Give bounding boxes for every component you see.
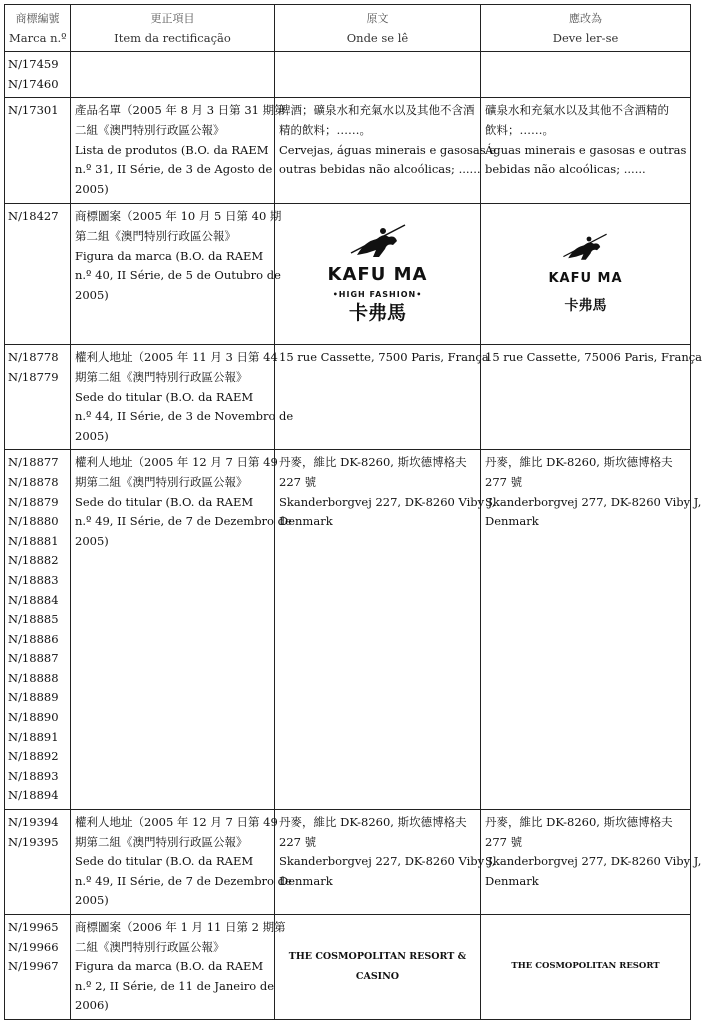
corrected-line: 礦泉水和充氣水以及其他不含酒精的 — [485, 103, 669, 118]
trademark-numbers — [5, 345, 71, 450]
corrected-line: Skanderborgvej 277, DK-8260 Viby J, — [485, 494, 702, 509]
corrected-logo-cell — [481, 915, 691, 1020]
original-line: Skanderborgvej 227, DK-8260 Viby J, — [279, 494, 496, 509]
item-cell — [71, 98, 286, 204]
item-line: 期第二組《澳門特別行政區公報》 — [75, 834, 248, 849]
original-line: 啤酒；礦泉水和充氣水以及其他不含酒 — [279, 103, 475, 118]
corrected-line: Denmark — [485, 514, 539, 529]
trademark-number: N/19965 — [8, 920, 59, 934]
trademark-numbers — [5, 52, 71, 98]
item-line: 權利人地址（2005 年 12 月 7 日第 49 — [75, 815, 278, 830]
item-line: Sede do titular (B.O. da RAEM — [75, 854, 254, 869]
item-line: 2005) — [75, 428, 109, 443]
corrected-line: Águas minerais e gasosas e outras — [485, 142, 687, 157]
original-line: Skanderborgvej 227, DK-8260 Viby J, — [279, 854, 496, 869]
corrected-line: 丹麥，維比 DK-8260, 斯坎德博格夫 — [485, 455, 673, 470]
original-logo-cell — [275, 915, 481, 1020]
trademark-number: N/18877 — [8, 455, 59, 470]
trademark-numbers — [5, 810, 71, 915]
corrected-cell — [481, 810, 702, 915]
item-line: n.º 49, II Série, de 7 de Dezembro de — [75, 514, 292, 529]
item-line: 商標圖案（2006 年 1 月 11 日第 2 期第 — [75, 920, 286, 934]
trademark-number: N/17460 — [8, 76, 59, 91]
corrected-cell — [481, 98, 691, 204]
cosmopolitan-logo-corrected: THE COSMOPOLITAN RESORT — [511, 961, 660, 972]
trademark-number: N/18883 — [8, 572, 59, 587]
trademark-number: N/18885 — [8, 612, 59, 627]
corrected-line: bebidas não alcoólicas; ...... — [485, 162, 646, 177]
original-cell — [275, 98, 497, 204]
table-row — [5, 204, 691, 345]
trademark-numbers — [5, 98, 71, 204]
original-line: 丹麥，維比 DK-8260, 斯坎德博格夫 — [279, 815, 467, 830]
header-item — [71, 5, 275, 52]
logo-wordmark: KAFU MA — [548, 271, 623, 287]
table-row — [5, 450, 691, 810]
trademark-number: N/18890 — [8, 710, 59, 725]
original-line: outras bebidas não alcoólicas; ...... — [279, 162, 481, 177]
logo-chinese-name: 卡弗馬 — [564, 297, 607, 314]
cosmopolitan-logo-original: THE COSMOPOLITAN RESORT & CASINO — [288, 951, 467, 982]
trademark-number: N/18878 — [8, 474, 59, 489]
original-line: Denmark — [279, 514, 333, 529]
original-line: 15 rue Cassette, 7500 Paris, França — [279, 350, 489, 365]
original-line: 227 號 — [279, 834, 317, 849]
trademark-numbers — [5, 450, 71, 810]
header-label-zh: 原文 — [366, 12, 389, 25]
trademark-number: N/18881 — [8, 533, 59, 548]
trademark-number: N/18886 — [8, 631, 59, 646]
corrected-line: 277 號 — [485, 834, 523, 849]
trademark-number: N/18880 — [8, 514, 59, 529]
trademark-number: N/18882 — [8, 553, 59, 568]
trademark-number: N/19967 — [8, 959, 59, 974]
original-cell — [275, 450, 496, 810]
item-line: 商標圖案（2005 年 10 月 5 日第 40 期 — [75, 209, 282, 224]
trademark-number: N/18888 — [8, 670, 59, 685]
item-line: 2005) — [75, 893, 109, 908]
item-line: 權利人地址（2005 年 12 月 7 日第 49 — [75, 455, 278, 470]
kafuma-logo-original — [328, 223, 428, 324]
item-cell — [71, 204, 282, 345]
item-line: 期第二組《澳門特別行政區公報》 — [75, 369, 248, 384]
horse-rider-icon — [343, 223, 413, 259]
trademark-number: N/18884 — [8, 592, 59, 607]
item-line: 二組《澳門特別行政區公報》 — [75, 939, 225, 954]
original-line: Denmark — [279, 873, 333, 888]
corrected-line: Skanderborgvej 277, DK-8260 Viby J, — [485, 854, 702, 869]
header-label-pt: Deve ler-se — [552, 30, 619, 45]
trademark-number: N/18887 — [8, 651, 59, 666]
trademark-numbers — [5, 204, 71, 345]
item-cell — [71, 345, 294, 450]
corrected-cell — [481, 450, 702, 810]
trademark-number: N/18894 — [8, 788, 59, 803]
corrected-line: 277 號 — [485, 474, 523, 489]
corrected-logo-cell — [481, 204, 691, 345]
logo-wordmark: KAFU MA — [327, 264, 428, 286]
trademark-number: N/17459 — [8, 57, 59, 72]
item-line: n.º 40, II Série, de 5 de Outubro de — [75, 268, 281, 283]
header-corrected — [481, 5, 691, 52]
corrected-line: 丹麥，維比 DK-8260, 斯坎德博格夫 — [485, 815, 673, 830]
header-label-zh: 更正項目 — [150, 12, 195, 25]
header-label-zh: 應改為 — [569, 12, 602, 25]
item-line: 產品名單（2005 年 8 月 3 日第 31 期第 — [75, 103, 286, 118]
header-trademark-no — [5, 5, 71, 52]
item-line: 2005) — [75, 533, 109, 548]
trademark-number: N/18891 — [8, 729, 59, 744]
corrected-cell — [481, 52, 691, 98]
table-row — [5, 345, 691, 450]
trademark-numbers — [5, 915, 71, 1020]
trademark-number: N/19966 — [8, 939, 59, 954]
item-line: 2005) — [75, 181, 109, 196]
corrected-line: Denmark — [485, 873, 539, 888]
kafuma-logo-corrected — [548, 232, 622, 316]
trademark-number: N/17301 — [8, 103, 59, 118]
item-line: 權利人地址（2005 年 11 月 3 日第 44 — [75, 350, 278, 365]
header-label-pt: Item da rectificação — [114, 30, 231, 45]
trademark-number: N/18879 — [8, 494, 59, 509]
item-line: 二組《澳門特別行政區公報》 — [75, 122, 225, 137]
item-cell — [71, 915, 286, 1020]
trademark-number: N/18889 — [8, 690, 59, 705]
item-line: Figura da marca (B.O. da RAEM — [75, 959, 264, 974]
original-cell — [275, 345, 489, 450]
table-row — [5, 52, 691, 98]
item-cell — [71, 810, 292, 915]
item-line: n.º 44, II Série, de 3 de Novembro de — [75, 409, 294, 424]
trademark-number: N/18893 — [8, 768, 59, 783]
original-line: Cervejas, águas minerais e gasosas e — [279, 142, 497, 157]
corrected-line: 飲料；……。 — [485, 122, 554, 137]
header-original — [275, 5, 481, 52]
corrected-cell — [481, 345, 702, 450]
item-line: n.º 49, II Série, de 7 de Dezembro de — [75, 873, 292, 888]
table-row — [5, 810, 691, 915]
item-line: Sede do titular (B.O. da RAEM — [75, 389, 254, 404]
table-row — [5, 915, 691, 1020]
trademark-number: N/18778 — [8, 350, 59, 365]
trademark-number: N/18427 — [8, 209, 59, 224]
header-label-pt: Marca n.º — [9, 30, 67, 45]
item-cell — [71, 450, 292, 810]
original-cell — [275, 810, 496, 915]
rectification-table — [4, 4, 702, 1020]
table-row — [5, 98, 691, 204]
header-label-pt: Onde se lê — [346, 30, 409, 45]
original-cell — [275, 52, 481, 98]
trademark-number: N/19395 — [8, 834, 59, 849]
item-line: Lista de produtos (B.O. da RAEM — [75, 142, 269, 157]
item-line: 2005) — [75, 287, 109, 302]
trademark-number: N/18892 — [8, 749, 59, 764]
original-logo-cell — [275, 204, 481, 345]
item-cell — [71, 52, 275, 98]
item-line: 2006) — [75, 998, 109, 1013]
header-label-zh: 商標編號 — [15, 12, 60, 25]
original-line: 丹麥，維比 DK-8260, 斯坎德博格夫 — [279, 455, 467, 470]
item-line: 第二組《澳門特別行政區公報》 — [75, 228, 236, 243]
table-header-row — [5, 5, 691, 52]
horse-rider-icon — [557, 232, 613, 262]
item-line: Sede do titular (B.O. da RAEM — [75, 494, 254, 509]
original-line: 227 號 — [279, 474, 317, 489]
item-line: n.º 31, II Série, de 3 de Agosto de — [75, 162, 273, 177]
item-line: Figura da marca (B.O. da RAEM — [75, 248, 264, 263]
trademark-number: N/18779 — [8, 369, 59, 384]
logo-tagline: •HIGH FASHION• — [332, 289, 423, 299]
item-line: 期第二組《澳門特別行政區公報》 — [75, 474, 248, 489]
trademark-number: N/19394 — [8, 815, 59, 830]
item-line: n.º 2, II Série, de 11 de Janeiro de — [75, 978, 275, 993]
original-line: 精的飲料；……。 — [279, 122, 371, 137]
corrected-line: 15 rue Cassette, 75006 Paris, França — [485, 350, 702, 365]
logo-chinese-name: 卡弗馬 — [348, 302, 406, 325]
